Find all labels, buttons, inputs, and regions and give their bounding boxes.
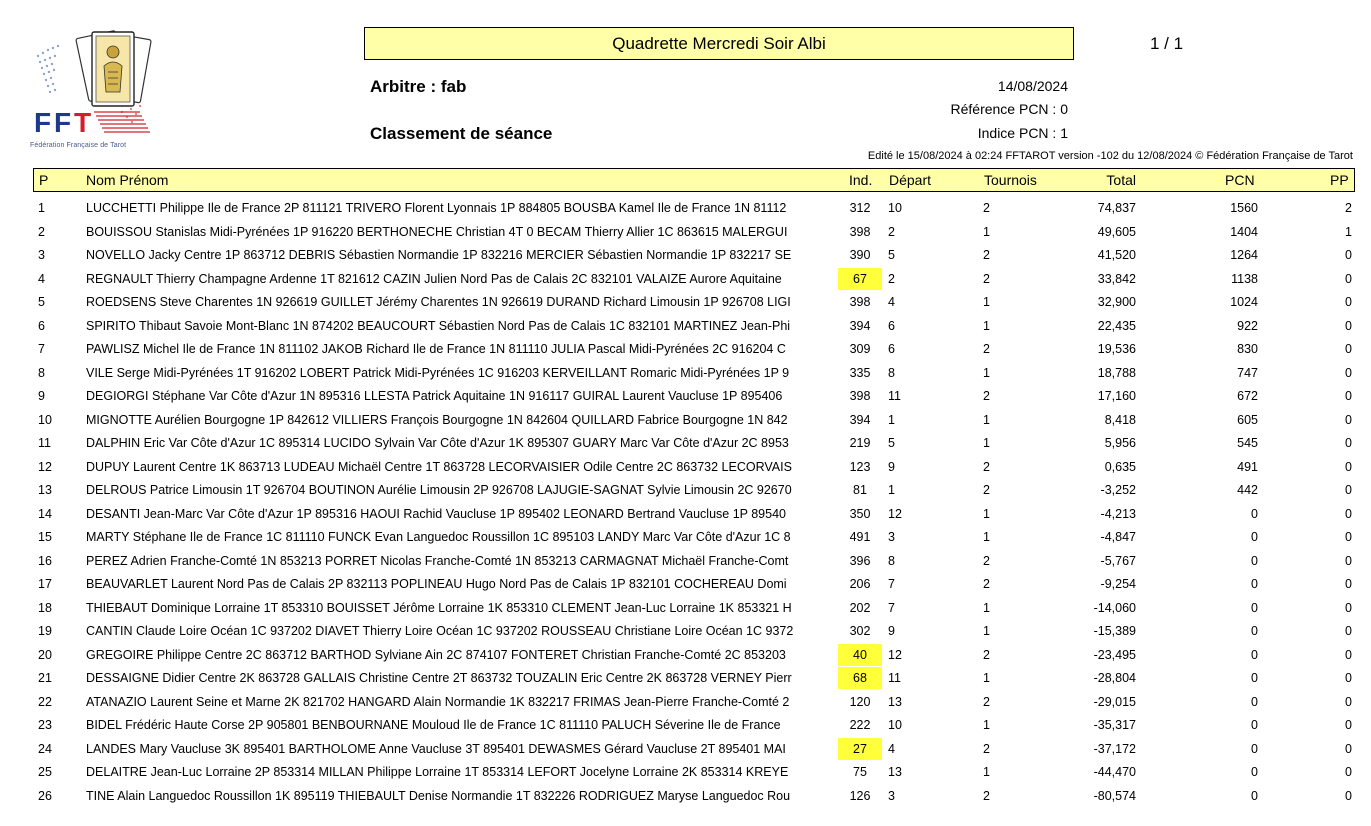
cell-p: 21 <box>38 671 52 685</box>
cell-total: -80,574 <box>1093 788 1136 803</box>
cell-depart: 3 <box>888 530 895 544</box>
cell-ind: 68 <box>838 667 882 689</box>
cell-total: -29,015 <box>1093 694 1136 709</box>
table-row <box>0 338 1371 362</box>
cell-nom-prenom: PAWLISZ Michel Ile de France 1N 811102 JAKOB Richard Ile de France 1N 811110 JULIA Pascal Midi-Pyrénées 2C 916204 C <box>86 342 786 356</box>
table-row <box>0 667 1371 691</box>
cell-pcn: 1024 <box>1230 295 1258 309</box>
cell-nom-prenom: DEGIORGI Stéphane Var Côte d'Azur 1N 895316 LLESTA Patrick Aquitaine 1N 916117 GUIRAL Laurent Vaucluse 1P 895406 <box>86 389 783 403</box>
cell-depart: 1 <box>888 412 895 427</box>
cell-pp: 0 <box>1345 788 1352 803</box>
cell-nom-prenom: BOUISSOU Stanislas Midi-Pyrénées 1P 916220 BERTHONECHE Christian 4T 0 BECAM Thierry Allier 1C 863615 MALERGUI <box>86 224 788 239</box>
table-row <box>0 432 1371 456</box>
cell-p: 14 <box>38 506 52 521</box>
cell-ind: 335 <box>849 365 871 380</box>
cell-pcn: 1138 <box>1231 271 1258 286</box>
cell-ind: 390 <box>849 248 871 262</box>
table-row <box>0 691 1371 715</box>
cell-nom-prenom: SPIRITO Thibaut Savoie Mont-Blanc 1N 874202 BEAUCOURT Sébastien Nord Pas de Calais 1C 832101 MARTINEZ Jean-Phi <box>86 318 791 333</box>
cell-total: 22,435 <box>1097 318 1136 333</box>
cell-nom-prenom: DESSAIGNE Didier Centre 2K 863728 GALLAIS Christine Centre 2T 863732 TOUZALIN Eric Centre 2K 863728 VERNEY Pierr <box>86 671 792 685</box>
cell-ind: 309 <box>849 342 871 356</box>
cell-p: 13 <box>38 483 52 497</box>
cell-tournois: 1 <box>983 436 990 450</box>
cell-tournois: 1 <box>983 765 990 779</box>
cell-pcn: 672 <box>1237 389 1258 403</box>
cell-p: 12 <box>38 459 52 474</box>
cell-pcn: 747 <box>1237 365 1258 380</box>
report-title-text: Quadrette Mercredi Soir Albi <box>612 33 826 53</box>
cell-pcn: 0 <box>1251 718 1258 732</box>
cell-pcn: 0 <box>1251 553 1258 568</box>
cell-p: 8 <box>38 365 45 380</box>
cell-pp: 0 <box>1345 248 1352 262</box>
cell-pp: 0 <box>1345 389 1352 403</box>
cell-p: 3 <box>38 248 45 262</box>
cell-ind: 126 <box>849 788 871 803</box>
cell-total: 0,635 <box>1104 459 1136 474</box>
cell-pp: 0 <box>1345 412 1352 427</box>
cell-pp: 0 <box>1345 577 1352 591</box>
cell-ind: 219 <box>849 436 871 450</box>
cell-depart: 12 <box>888 647 902 662</box>
cell-pcn: 0 <box>1251 530 1258 544</box>
cell-depart: 8 <box>888 365 895 380</box>
cell-ind: 302 <box>849 624 871 638</box>
cell-depart: 8 <box>888 553 895 568</box>
cell-pcn: 0 <box>1251 671 1258 685</box>
cell-p: 24 <box>38 741 52 756</box>
cell-nom-prenom: ROEDSENS Steve Charentes 1N 926619 GUILLET Jérémy Charentes 1N 926619 DURAND Richard Limousin 1P 926708 LIGI <box>86 295 791 309</box>
cell-total: 18,788 <box>1097 365 1136 380</box>
cell-nom-prenom: BEAUVARLET Laurent Nord Pas de Calais 2P 832113 POPLINEAU Hugo Nord Pas de Calais 1P 832101 COCHEREAU Domi <box>86 577 787 591</box>
cell-pcn: 442 <box>1237 483 1258 497</box>
table-row <box>0 714 1371 738</box>
cell-total: 19,536 <box>1097 342 1136 356</box>
cell-tournois: 1 <box>983 671 990 685</box>
cell-pcn: 922 <box>1237 318 1258 333</box>
table-row <box>0 385 1371 409</box>
table-row <box>0 526 1371 550</box>
table-row <box>0 315 1371 339</box>
cell-ind: 75 <box>853 765 867 779</box>
svg-text:F: F <box>34 107 52 138</box>
cell-ind: 123 <box>849 459 871 474</box>
cell-pcn: 0 <box>1251 647 1258 662</box>
cell-p: 11 <box>38 436 51 450</box>
cell-pcn: 545 <box>1237 436 1258 450</box>
table-row <box>0 479 1371 503</box>
cell-tournois: 2 <box>983 694 990 709</box>
table-row <box>0 291 1371 315</box>
cell-p: 1 <box>38 201 45 215</box>
cell-pp: 0 <box>1345 436 1352 450</box>
cell-pcn: 1264 <box>1230 248 1258 262</box>
cell-depart: 6 <box>888 318 895 333</box>
cell-pp: 0 <box>1345 530 1352 544</box>
cell-nom-prenom: NOVELLO Jacky Centre 1P 863712 DEBRIS Sébastien Normandie 1P 832216 MERCIER Sébastien Normandie 1P 832217 SE <box>86 248 792 262</box>
header-pcn: PCN <box>1225 172 1255 188</box>
cell-total: 41,520 <box>1097 248 1136 262</box>
table-row <box>0 785 1371 809</box>
cell-total: 49,605 <box>1097 224 1136 239</box>
cell-total: -15,389 <box>1093 624 1136 638</box>
cell-ind: 120 <box>849 694 871 709</box>
cell-pcn: 491 <box>1237 459 1258 474</box>
cell-pp: 0 <box>1345 483 1352 497</box>
cell-nom-prenom: GREGOIRE Philippe Centre 2C 863712 BARTHOD Sylviane Ain 2C 874107 FONTERET Christian Franche-Comté 2C 853203 <box>86 647 786 662</box>
cell-tournois: 1 <box>983 318 990 333</box>
cell-nom-prenom: DESANTI Jean-Marc Var Côte d'Azur 1P 895316 HAOUI Rachid Vaucluse 1P 895402 LEONARD Bertrand Vaucluse 1P 89540 <box>86 506 786 521</box>
cell-total: -35,317 <box>1093 718 1136 732</box>
cell-depart: 1 <box>888 483 895 497</box>
cell-pp: 0 <box>1345 718 1352 732</box>
cell-total: 32,900 <box>1097 295 1136 309</box>
cell-ind: 398 <box>849 224 871 239</box>
cell-depart: 10 <box>888 718 902 732</box>
cell-nom-prenom: REGNAULT Thierry Champagne Ardenne 1T 821612 CAZIN Julien Nord Pas de Calais 2C 832101 VALAIZE Aurore Aquitaine <box>86 271 782 286</box>
cell-tournois: 2 <box>983 483 990 497</box>
table-row <box>0 362 1371 386</box>
cell-tournois: 2 <box>983 788 990 803</box>
cell-p: 5 <box>38 295 45 309</box>
cell-nom-prenom: ATANAZIO Laurent Seine et Marne 2K 821702 HANGARD Alain Normandie 1K 832217 FRIMAS Jean-Pierre Franche-Comté 2 <box>86 694 790 709</box>
cell-tournois: 2 <box>983 577 990 591</box>
svg-text:F: F <box>54 107 72 138</box>
svg-text:T: T <box>74 107 92 138</box>
reference-pcn: Référence PCN : 0 <box>950 101 1068 117</box>
cell-pp: 1 <box>1345 224 1352 239</box>
cell-depart: 2 <box>888 271 895 286</box>
cell-total: 8,418 <box>1104 412 1136 427</box>
cell-total: -4,847 <box>1100 530 1136 544</box>
cell-pp: 0 <box>1345 671 1352 685</box>
cell-total: -5,767 <box>1100 553 1136 568</box>
table-row <box>0 503 1371 527</box>
cell-nom-prenom: MARTY Stéphane Ile de France 1C 811110 FUNCK Evan Languedoc Roussillon 1C 895103 LANDY Marc Var Côte d'Azur 1C 8 <box>86 530 791 544</box>
cell-total: -23,495 <box>1093 647 1136 662</box>
cell-depart: 9 <box>888 459 895 474</box>
cell-total: -28,804 <box>1093 671 1136 685</box>
cell-nom-prenom: DELROUS Patrice Limousin 1T 926704 BOUTINON Aurélie Limousin 2P 926708 LAJUGIE-SAGNAT Sylvie Limousin 2C 92670 <box>86 483 792 497</box>
cell-p: 16 <box>38 553 52 568</box>
fft-logo-icon <box>30 26 158 154</box>
header-p: P <box>39 172 49 188</box>
table-row <box>0 644 1371 668</box>
cell-nom-prenom: DALPHIN Eric Var Côte d'Azur 1C 895314 LUCIDO Sylvain Var Côte d'Azur 1K 895307 GUARY Marc Var Côte d'Azur 2C 8953 <box>86 436 789 450</box>
cell-pcn: 0 <box>1251 506 1258 521</box>
cell-ind: 81 <box>853 483 867 497</box>
table-row <box>0 221 1371 245</box>
cell-tournois: 2 <box>983 553 990 568</box>
cell-p: 19 <box>38 624 52 638</box>
cell-total: -37,172 <box>1093 741 1136 756</box>
cell-pp: 0 <box>1345 600 1352 615</box>
edition-info: Edité le 15/08/2024 à 02:24 FFTAROT version -102 du 12/08/2024 © Fédération Française de Tarot <box>867 150 1353 162</box>
cell-nom-prenom: BIDEL Frédéric Haute Corse 2P 905801 BENBOURNANE Mouloud Ile de France 1C 811110 PALUCH Séverine Ile de France <box>86 718 781 732</box>
cell-pp: 0 <box>1345 365 1352 380</box>
cell-depart: 5 <box>888 248 895 262</box>
cell-nom-prenom: VILE Serge Midi-Pyrénées 1T 916202 LOBERT Patrick Midi-Pyrénées 1C 916203 KERVEILLANT Romaric Midi-Pyrénées 1P 9 <box>86 365 790 380</box>
cell-pcn: 1560 <box>1230 201 1258 215</box>
cell-ind: 206 <box>849 577 871 591</box>
cell-p: 26 <box>38 788 52 803</box>
header-nom: Nom Prénom <box>86 172 169 188</box>
cell-nom-prenom: THIEBAUT Dominique Lorraine 1T 853310 BOUISSET Jérôme Lorraine 1K 853310 CLEMENT Jean-Luc Lorraine 1K 853321 H <box>86 600 792 615</box>
cell-tournois: 1 <box>983 295 990 309</box>
cell-depart: 4 <box>888 741 895 756</box>
cell-p: 22 <box>38 694 52 709</box>
table-header <box>33 168 1355 192</box>
cell-pp: 2 <box>1345 201 1352 215</box>
cell-p: 2 <box>38 224 45 239</box>
cell-ind: 40 <box>838 644 882 666</box>
cell-p: 4 <box>38 271 45 286</box>
cell-pp: 0 <box>1345 506 1352 521</box>
header-tournois: Tournois <box>984 172 1037 188</box>
cell-pp: 0 <box>1345 741 1352 756</box>
cell-p: 6 <box>38 318 45 333</box>
cell-depart: 6 <box>888 342 895 356</box>
cell-pp: 0 <box>1345 271 1352 286</box>
cell-p: 15 <box>38 530 52 544</box>
report-title <box>364 27 1074 60</box>
cell-p: 18 <box>38 600 52 615</box>
cell-total: -9,254 <box>1100 577 1136 591</box>
cell-tournois: 1 <box>983 412 990 427</box>
cell-pp: 0 <box>1345 295 1352 309</box>
cell-tournois: 1 <box>983 224 990 239</box>
cell-pcn: 830 <box>1237 342 1258 356</box>
table-row <box>0 197 1371 221</box>
table-row <box>0 409 1371 433</box>
classement-label: Classement de séance <box>370 124 553 143</box>
cell-depart: 7 <box>888 600 895 615</box>
cell-total: -3,252 <box>1100 483 1136 497</box>
table-row <box>0 620 1371 644</box>
cell-pcn: 0 <box>1251 577 1258 591</box>
cell-nom-prenom: DUPUY Laurent Centre 1K 863713 LUDEAU Michaël Centre 1T 863728 LECORVAISIER Odile Centre 2C 863732 LECORVAIS <box>86 459 792 474</box>
cell-pp: 0 <box>1345 765 1352 779</box>
cell-depart: 13 <box>888 765 902 779</box>
cell-p: 7 <box>38 342 45 356</box>
cell-pp: 0 <box>1345 647 1352 662</box>
cell-pcn: 0 <box>1251 694 1258 709</box>
cell-ind: 27 <box>838 738 882 760</box>
table-row <box>0 268 1371 292</box>
table-row <box>0 244 1371 268</box>
cell-depart: 12 <box>888 506 902 521</box>
cell-depart: 9 <box>888 624 895 638</box>
cell-depart: 2 <box>888 224 895 239</box>
cell-tournois: 1 <box>983 365 990 380</box>
cell-pp: 0 <box>1345 342 1352 356</box>
cell-depart: 10 <box>888 201 902 215</box>
cell-nom-prenom: LANDES Mary Vaucluse 3K 895401 BARTHOLOME Anne Vaucluse 3T 895401 DEWASMES Gérard Vaucluse 2T 895401 MAI <box>86 741 786 756</box>
cell-tournois: 1 <box>983 718 990 732</box>
cell-ind: 350 <box>849 506 871 521</box>
cell-nom-prenom: DELAITRE Jean-Luc Lorraine 2P 853314 MILLAN Philippe Lorraine 1T 853314 LEFORT Jocelyne Lorraine 2K 853314 KREYE <box>86 765 789 779</box>
cell-ind: 396 <box>849 553 871 568</box>
cell-tournois: 2 <box>983 248 990 262</box>
cell-pcn: 605 <box>1237 412 1258 427</box>
table-row <box>0 456 1371 480</box>
cell-depart: 11 <box>888 389 901 403</box>
cell-p: 10 <box>38 412 52 427</box>
arbitre-label: Arbitre : fab <box>370 77 467 96</box>
cell-depart: 4 <box>888 295 895 309</box>
table-row <box>0 761 1371 785</box>
cell-nom-prenom: PEREZ Adrien Franche-Comté 1N 853213 PORRET Nicolas Franche-Comté 1N 853213 CARMAGNAT Michaël Franche-Comt <box>86 553 789 568</box>
cell-ind: 491 <box>849 530 871 544</box>
cell-depart: 3 <box>888 788 895 803</box>
cell-pp: 0 <box>1345 553 1352 568</box>
cell-pp: 0 <box>1345 318 1352 333</box>
cell-p: 9 <box>38 389 45 403</box>
cell-tournois: 2 <box>983 741 990 756</box>
cell-tournois: 2 <box>983 271 990 286</box>
cell-pcn: 0 <box>1251 788 1258 803</box>
logo-caption: Fédération Française de Tarot <box>30 142 127 149</box>
cell-ind: 394 <box>849 412 871 427</box>
cell-tournois: 1 <box>983 624 990 638</box>
table-row <box>0 738 1371 762</box>
cell-nom-prenom: TINE Alain Languedoc Roussillon 1K 895119 THIEBAULT Denise Normandie 1T 832226 RODRIGUEZ Maryse Languedoc Rou <box>86 788 791 803</box>
cell-ind: 202 <box>849 600 871 615</box>
cell-pp: 0 <box>1345 624 1352 638</box>
cell-tournois: 1 <box>983 506 990 521</box>
cell-ind: 312 <box>849 201 871 215</box>
cell-tournois: 2 <box>983 342 990 356</box>
cell-total: -14,060 <box>1093 600 1136 615</box>
indice-pcn: Indice PCN : 1 <box>977 125 1068 141</box>
cell-pcn: 0 <box>1251 624 1258 638</box>
cell-nom-prenom: CANTIN Claude Loire Océan 1C 937202 DIAVET Thierry Loire Océan 1C 937202 ROUSSEAU Christiane Loire Océan 1C 9372 <box>86 624 794 638</box>
cell-ind: 67 <box>838 268 882 290</box>
cell-pcn: 0 <box>1251 765 1258 779</box>
cell-total: 74,837 <box>1097 201 1136 215</box>
cell-depart: 13 <box>888 694 902 709</box>
session-date: 14/08/2024 <box>997 78 1068 94</box>
cell-total: 5,956 <box>1104 436 1136 450</box>
header-depart: Départ <box>889 172 932 188</box>
cell-p: 23 <box>38 718 52 732</box>
table-row <box>0 597 1371 621</box>
cell-ind: 398 <box>849 389 871 403</box>
cell-tournois: 2 <box>983 459 990 474</box>
cell-total: -44,470 <box>1093 765 1136 779</box>
cell-p: 20 <box>38 647 52 662</box>
cell-tournois: 2 <box>983 389 990 403</box>
cell-tournois: 1 <box>983 530 990 544</box>
cell-ind: 394 <box>849 318 871 333</box>
cell-pcn: 0 <box>1251 741 1258 756</box>
page-count: 1 / 1 <box>1150 34 1184 53</box>
cell-tournois: 1 <box>983 600 990 615</box>
cell-depart: 7 <box>888 577 895 591</box>
table-row <box>0 550 1371 574</box>
cell-tournois: 2 <box>983 647 990 662</box>
cell-nom-prenom: MIGNOTTE Aurélien Bourgogne 1P 842612 VILLIERS François Bourgogne 1N 842604 QUILLARD Fabrice Bourgogne 1N 842 <box>86 412 788 427</box>
cell-total: -4,213 <box>1100 506 1136 521</box>
cell-p: 25 <box>38 765 52 779</box>
cell-ind: 222 <box>849 718 871 732</box>
cell-depart: 11 <box>888 671 901 685</box>
cell-p: 17 <box>38 577 52 591</box>
cell-pcn: 0 <box>1251 600 1258 615</box>
cell-total: 33,842 <box>1097 271 1136 286</box>
cell-tournois: 2 <box>983 201 990 215</box>
cell-pp: 0 <box>1345 694 1352 709</box>
table-row <box>0 573 1371 597</box>
header-ind: Ind. <box>849 172 873 188</box>
header-pp: PP <box>1330 172 1349 188</box>
header-total: Total <box>1106 172 1136 188</box>
cell-nom-prenom: LUCCHETTI Philippe Ile de France 2P 811121 TRIVERO Florent Lyonnais 1P 884805 BOUSBA Kamel Ile de France 1N 81112 <box>86 201 787 215</box>
cell-total: 17,160 <box>1097 389 1136 403</box>
cell-pp: 0 <box>1345 459 1352 474</box>
cell-pcn: 1404 <box>1230 224 1258 239</box>
cell-ind: 398 <box>849 295 871 309</box>
cell-depart: 5 <box>888 436 895 450</box>
